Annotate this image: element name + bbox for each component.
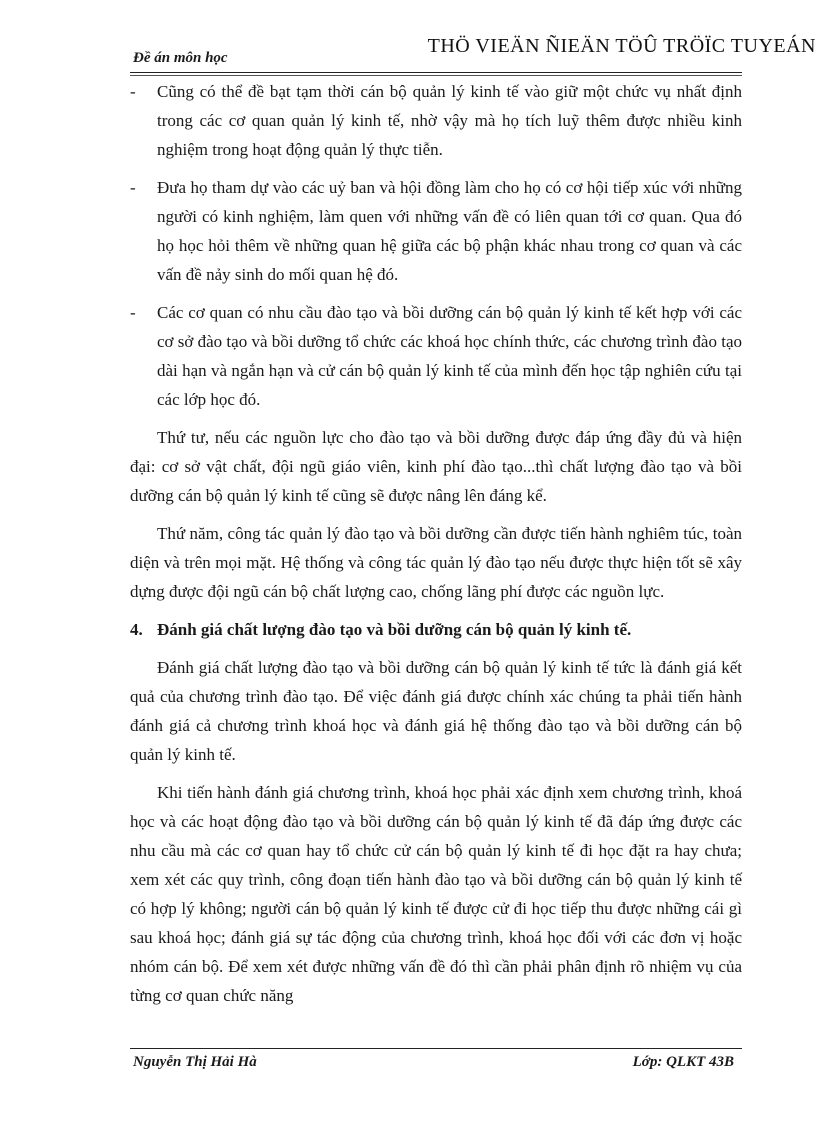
section-heading [130, 615, 742, 644]
bullet-dash: - [130, 303, 136, 322]
section-title: Đánh giá chất lượng đào tạo và bồi dưỡng cán bộ quản lý kinh tế. [157, 620, 632, 639]
footer-class: Lớp: QLKT 43B [632, 1054, 734, 1070]
bullet-text: Các cơ quan có nhu cầu đào tạo và bồi dưỡng cán bộ quản lý kinh tế kết hợp với các cơ sở đào tạo và bồi dưỡng tổ chức các khoá học chính thức, các chương trình đào tạo dài hạn và ngắn hạn và cử cán bộ quản lý kinh tế của mình đến học tập nghiên cứu tại các lớp học đó. [157, 303, 742, 409]
bullet-text: Cũng có thể đề bạt tạm thời cán bộ quản lý kinh tế vào giữ một chức vụ nhất định trong các cơ quan quản lý kinh tế, nhờ vậy mà họ tích luỹ thêm được nhiều kinh nghiệm trong hoạt động quản lý thực tiễn. [157, 82, 742, 159]
bullet-text: Đưa họ tham dự vào các uỷ ban và hội đồng làm cho họ có cơ hội tiếp xúc với những người có kinh nghiệm, làm quen với những vấn đề có liên quan tới cơ quan. Qua đó họ học hỏi thêm về những quan hệ giữa các bộ phận khác nhau trong cơ quan và các vấn đề nảy sinh do mối quan hệ đó. [157, 178, 742, 284]
footer-author: Nguyễn Thị Hải Hà [133, 1054, 257, 1070]
watermark-text: THÖ VIEÄN ÑIEÄN TÖÛ TRÖÏC TUYEÁN [427, 35, 816, 57]
header-title: Đề án môn học [133, 50, 228, 66]
bullet-dash: - [130, 178, 136, 197]
header-divider-thin [130, 75, 742, 76]
bullet-item [130, 298, 742, 414]
bullet-dash: - [130, 82, 136, 101]
paragraph: Thứ năm, công tác quản lý đào tạo và bồi dưỡng cần được tiến hành nghiêm túc, toàn diện và trên mọi mặt. Hệ thống và công tác quản lý đào tạo nếu được thực hiện tốt sẽ xây dựng được đội ngũ cán bộ chất lượng cao, chống lãng phí được các nguồn lực. [130, 524, 742, 601]
paragraph: Thứ tư, nếu các nguồn lực cho đào tạo và bồi dưỡng được đáp ứng đầy đủ và hiện đại: cơ sở vật chất, đội ngũ giáo viên, kinh phí đào tạo...thì chất lượng đào tạo và bồi dưỡng cán bộ quản lý kinh tế cũng sẽ được nâng lên đáng kể. [130, 428, 742, 505]
page-body [130, 77, 742, 1019]
bullet-item [130, 77, 742, 164]
section-number: 4. [130, 620, 143, 639]
footer-divider [130, 1048, 742, 1049]
paragraph: Khi tiến hành đánh giá chương trình, khoá học phải xác định xem chương trình, khoá học và các hoạt động đào tạo và bồi dưỡng cán bộ quản lý kinh tế đã đáp ứng được các nhu cầu mà các cơ quan hay tổ chức cử cán bộ quản lý kinh tế đi học đặt ra hay chưa; xem xét các quy trình, công đoạn tiến hành đào tạo và bồi dưỡng cán bộ quản lý kinh tế có hợp lý không; người cán bộ quản lý kinh tế được cử đi học tiếp thu được những cái gì sau khoá học; đánh giá sự tác động của chương trình, khoá học đối với các đơn vị hoặc nhóm cán bộ. Để xem xét được những vấn đề đó thì cần phải phân định rõ nhiệm vụ của từng cơ quan chức năng [130, 783, 742, 1005]
paragraph: Đánh giá chất lượng đào tạo và bồi dưỡng cán bộ quản lý kinh tế tức là đánh giá kết quả của chương trình đào tạo. Để việc đánh giá được chính xác chúng ta phải tiến hành đánh giá cả chương trình khoá học và đánh giá hệ thống đào tạo và bồi dưỡng cán bộ quản lý kinh tế. [130, 658, 742, 764]
header-divider [130, 72, 742, 73]
bullet-item [130, 173, 742, 289]
